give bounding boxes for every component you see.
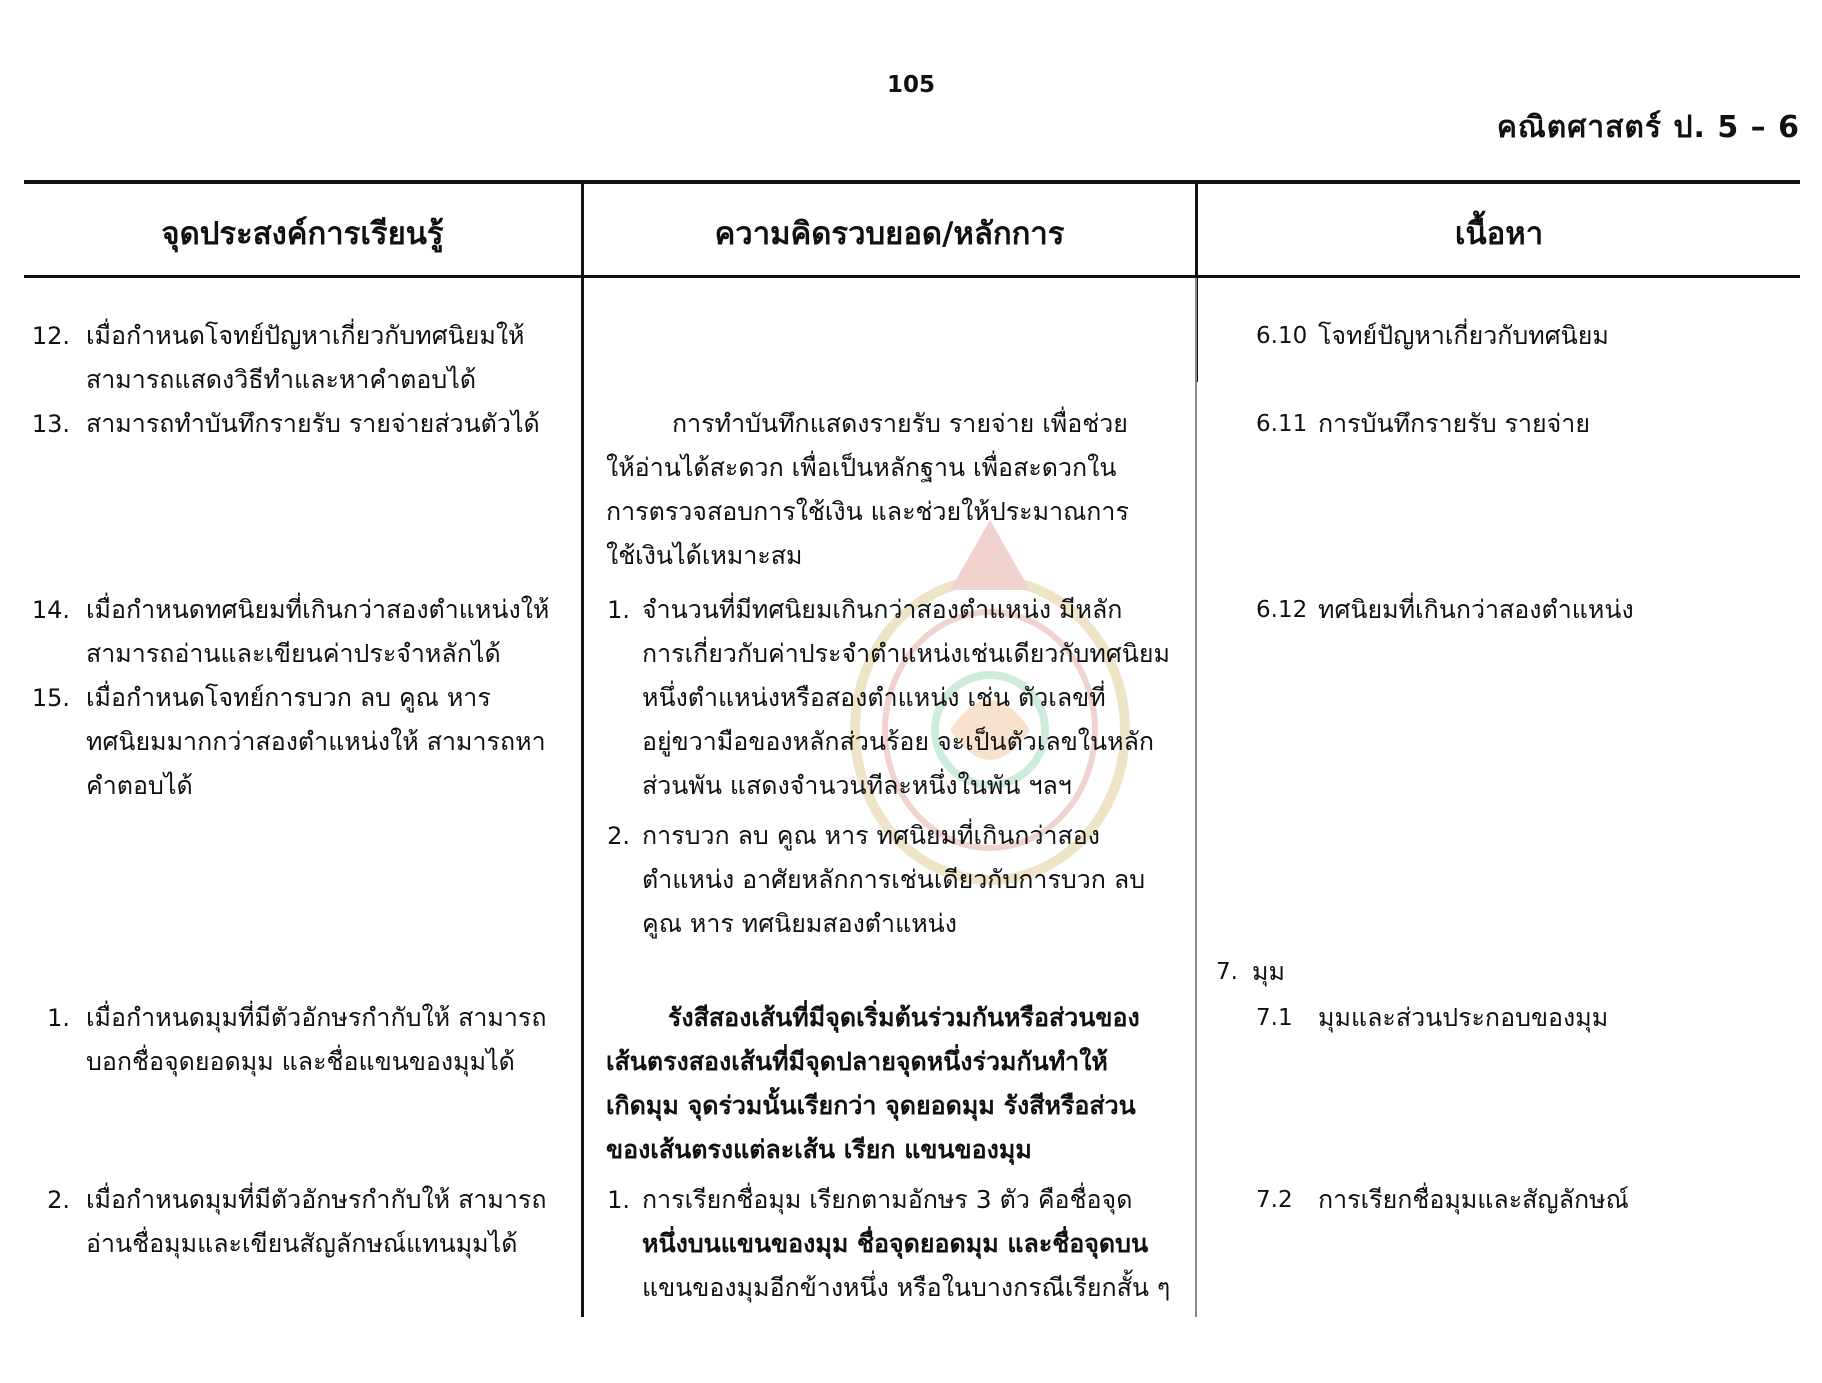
objective-number: 1. (47, 1004, 70, 1032)
objective-line: สามารถอ่านและเขียนค่าประจำหลักได้ (86, 639, 501, 668)
concept-line: เกิดมุม จุดร่วมนั้นเรียกว่า จุดยอดมุม รังสีหรือส่วน (606, 1091, 1136, 1120)
content-text: การบันทึกรายรับ รายจ่าย (1318, 409, 1590, 438)
concept-line: หนึ่งตำแหน่งหรือสองตำแหน่ง เช่น ตัวเลขที่ (642, 683, 1106, 712)
content-number: 6.12 (1256, 597, 1308, 623)
objective-line: อ่านชื่อมุมและเขียนสัญลักษณ์แทนมุมได้ (86, 1229, 518, 1258)
objective-line: บอกชื่อจุดยอดมุม และชื่อแขนของมุมได้ (86, 1047, 515, 1076)
subject-title: คณิตศาสตร์ ป. 5 – 6 (1496, 110, 1800, 145)
content-text: การเรียกชื่อมุมและสัญลักษณ์ (1318, 1185, 1629, 1214)
column-header-concepts: ความคิดรวบยอด/หลักการ (714, 216, 1065, 252)
content-text: โจทย์ปัญหาเกี่ยวกับทศนิยม (1318, 321, 1609, 350)
objective-line: คำตอบได้ (86, 771, 193, 800)
objective-number: 2. (47, 1186, 70, 1214)
column-divider-2-lower (1195, 278, 1197, 1317)
table-header-rule (24, 275, 1800, 278)
objective-line: เมื่อกำหนดมุมที่มีตัวอักษรกำกับให้ สามารถ (86, 1003, 547, 1032)
objective-line: สามารถทำบันทึกรายรับ รายจ่ายส่วนตัวได้ (86, 409, 540, 438)
concept-line: ใช้เงินได้เหมาะสม (606, 541, 803, 570)
concept-line: การตรวจสอบการใช้เงิน และช่วยให้ประมาณการ (606, 497, 1129, 526)
concept-line: การทำบันทึกแสดงรายรับ รายจ่าย เพื่อช่วย (672, 409, 1128, 438)
column-divider-1 (581, 182, 584, 1317)
content-number: 6.11 (1256, 411, 1308, 437)
concept-line: แขนของมุมอีกข้างหนึ่ง หรือในบางกรณีเรียกสั้น ๆ (642, 1273, 1171, 1302)
concept-line: การบวก ลบ คูณ หาร ทศนิยมที่เกินกว่าสอง (642, 821, 1100, 850)
concept-number: 2. (607, 822, 630, 850)
content-text: ทศนิยมที่เกินกว่าสองตำแหน่ง (1318, 595, 1634, 624)
concept-line: รังสีสองเส้นที่มีจุดเริ่มต้นร่วมกันหรือส่วนของ (668, 1003, 1140, 1032)
content-number: 6.10 (1256, 323, 1308, 349)
objective-number: 14. (31, 596, 70, 624)
column-header-objectives: จุดประสงค์การเรียนรู้ (161, 216, 444, 252)
content-text: มุมและส่วนประกอบของมุม (1318, 1003, 1609, 1032)
content-number: 7. (1216, 959, 1238, 985)
objective-line: เมื่อกำหนดทศนิยมที่เกินกว่าสองตำแหน่งให้ (86, 595, 550, 624)
concept-number: 1. (607, 1186, 630, 1214)
concept-line: ส่วนพัน แสดงจำนวนทีละหนึ่งในพัน ฯลฯ (642, 771, 1072, 800)
objective-line: สามารถแสดงวิธีทำและหาคำตอบได้ (86, 365, 477, 394)
page-number: 105 (886, 72, 935, 98)
objective-line: เมื่อกำหนดโจทย์ปัญหาเกี่ยวกับทศนิยมให้ (86, 321, 525, 350)
concept-line: ให้อ่านได้สะดวก เพื่อเป็นหลักฐาน เพื่อสะดวกใน (606, 453, 1117, 482)
concept-line: การเรียกชื่อมุม เรียกตามอักษร 3 ตัว คือชื่อจุด (642, 1185, 1133, 1214)
objective-line: เมื่อกำหนดมุมที่มีตัวอักษรกำกับให้ สามารถ (86, 1185, 547, 1214)
objective-line: ทศนิยมมากกว่าสองตำแหน่งให้ สามารถหา (86, 727, 546, 756)
concept-line: หนึ่งบนแขนของมุม ชื่อจุดยอดมุม และชื่อจุดบน (642, 1229, 1149, 1258)
concept-line: เส้นตรงสองเส้นที่มีจุดปลายจุดหนึ่งร่วมกันทำให้ (606, 1047, 1108, 1076)
concept-line: จำนวนที่มีทศนิยมเกินกว่าสองตำแหน่ง มีหลัก (642, 595, 1123, 624)
concept-line: ของเส้นตรงแต่ละเส้น เรียก แขนของมุม (606, 1135, 1032, 1164)
content-text: มุม (1252, 957, 1285, 986)
objective-number: 12. (31, 322, 70, 350)
concept-line: คูณ หาร ทศนิยมสองตำแหน่ง (642, 909, 957, 938)
table-top-rule (24, 180, 1800, 184)
column-header-content: เนื้อหา (1454, 216, 1544, 252)
objective-number: 13. (31, 410, 70, 438)
objective-line: เมื่อกำหนดโจทย์การบวก ลบ คูณ หาร (86, 683, 491, 712)
objective-number: 15. (31, 684, 70, 712)
concept-number: 1. (607, 596, 630, 624)
concept-line: อยู่ขวามือของหลักส่วนร้อย จะเป็นตัวเลขในหลัก (642, 727, 1155, 756)
content-number: 7.2 (1256, 1187, 1293, 1213)
concept-line: ตำแหน่ง อาศัยหลักการเช่นเดียวกับการบวก ลบ (642, 865, 1146, 894)
concept-line: การเกี่ยวกับค่าประจำตำแหน่งเช่นเดียวกับทศนิยม (642, 639, 1170, 668)
content-number: 7.1 (1256, 1005, 1293, 1031)
